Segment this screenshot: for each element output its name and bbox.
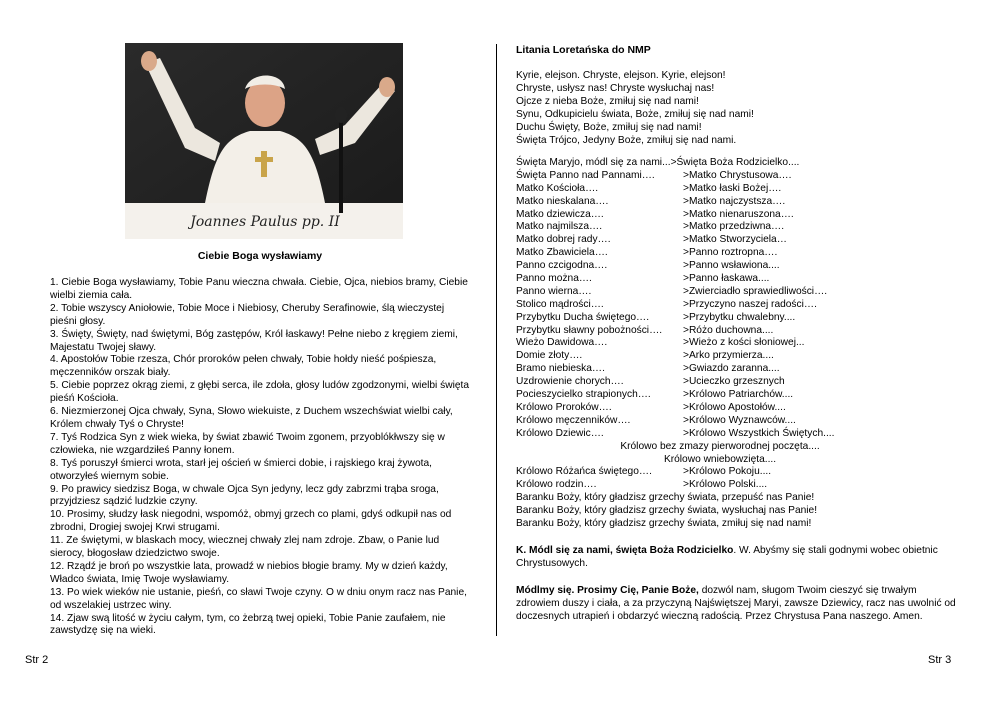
hymn-text bbox=[50, 277, 470, 638]
litany-invocation: Święta Panno nad Pannami…. bbox=[516, 169, 655, 181]
response-paragraph bbox=[516, 545, 956, 571]
litany-row bbox=[516, 376, 956, 389]
response-bold: K. Módl się za nami, święta Boża Rodzicielko bbox=[516, 545, 734, 556]
litany-row bbox=[516, 196, 956, 209]
litany-invocation: >Gwiazdo zaranna.... bbox=[683, 363, 780, 375]
litany-invocation: Królowo Proroków…. bbox=[516, 401, 612, 413]
litany-invocation: >Arko przymierza.... bbox=[683, 350, 774, 362]
litany-invocation: Matko dziewicza…. bbox=[516, 208, 604, 220]
litany-row bbox=[516, 479, 956, 492]
litany-invocation: >Królowo Patriarchów.... bbox=[683, 389, 794, 401]
litany-invocation: Stolico mądrości…. bbox=[516, 298, 604, 310]
litany-row bbox=[516, 273, 956, 286]
litany-invocation: Matko nieskalana…. bbox=[516, 195, 609, 207]
litany-invocation: >Różo duchowna.... bbox=[683, 324, 774, 336]
litany-row bbox=[516, 466, 956, 479]
litany-invocation: >Matko Chrystusowa…. bbox=[683, 169, 792, 181]
kyrie-block bbox=[516, 70, 946, 147]
kyrie-line: Ojcze z nieba Boże, zmiłuj się nad nami! bbox=[516, 95, 699, 107]
pope-photo bbox=[125, 43, 403, 239]
litany-center-line: Królowo wniebowzięta.... bbox=[663, 453, 777, 465]
hymn-verse: 5. Ciebie poprzez okrąg ziemi, z głębi serca, ile zdoła, głosy ludów zgodzonymi, wielbi święta pieśń Kościoła. bbox=[50, 380, 470, 405]
hymn-verse: 9. Po prawicy siedzisz Boga, w chwale Ojca Syn jedyny, lecz gdy zabrzmi trąba sroga, przyjdziesz sądzić ludzkie czyny. bbox=[50, 483, 439, 508]
litany-invocation: >Królowo Wszystkich Świętych.... bbox=[683, 427, 835, 439]
litany-invocation: >Matko przedziwna…. bbox=[683, 221, 785, 233]
litany-invocation: >Zwierciadło sprawiedliwości…. bbox=[683, 285, 828, 297]
litany-center-line: Królowo bez zmazy pierworodnej poczęta.... bbox=[620, 440, 820, 452]
hymn-verse: 1. Ciebie Boga wysławiamy, Tobie Panu wieczna chwała. Ciebie, Ojca, niebios bramy, Ciebie wielbi ziemia cała. bbox=[50, 277, 468, 301]
litany-invocation: >Matko łaski Bożej…. bbox=[683, 182, 782, 194]
litany-invocation: Matko Kościoła…. bbox=[516, 182, 599, 194]
signature-text: Joannes Paulus pp. II bbox=[190, 214, 340, 230]
column-divider bbox=[496, 44, 497, 636]
prayer-rest: dozwól nam, sługom Twoim cieszyć się trwałym zdrowiem duszy i ciała, a za przyczyną Najświętszej Maryi, zawsze Dziewicy, racz nas uwolnić od doczesnych utrapień i obdarzyć wieczną radością. Przez Chrystusa Pana naszego. Amen. bbox=[516, 585, 956, 622]
kyrie-line: Święta Trójco, Jedyny Boże, zmiłuj się nad nami. bbox=[516, 134, 737, 146]
pope-photo-illustration bbox=[125, 43, 403, 239]
litany-row bbox=[516, 183, 956, 196]
hymn-title: Ciebie Boga wysławiamy bbox=[197, 250, 323, 262]
litany-invocation: Wieżo Dawidowa…. bbox=[516, 337, 608, 349]
litany-invocation: Panno czcigodna…. bbox=[516, 260, 608, 272]
kyrie-line: Synu, Odkupicielu świata, Boże, zmiłuj się nad nami! bbox=[516, 108, 754, 120]
litany-invocation: Przybytku Ducha świętego…. bbox=[516, 311, 650, 323]
hymn-verse: 10. Prosimy, słudzy łask niegodni, wspomóż, obmyj grzech co plami, gdyś odkupił nas od zbrodni, Drogiej swojej Krwi strugami. bbox=[50, 509, 452, 534]
litany-row bbox=[516, 221, 956, 234]
litany-row bbox=[516, 209, 956, 222]
litany-invocation: Bramo niebieska…. bbox=[516, 363, 605, 375]
hymn-verse: 7. Tyś Rodzica Syn z wiek wieka, by świat zbawić Twoim zgonem, przyoblókłwszy się w człowieka, nie wzgardziłeś Panny łonem. bbox=[50, 431, 445, 456]
litany-block bbox=[516, 157, 956, 531]
litany-row bbox=[516, 428, 956, 441]
litany-invocation: >Przybytku chwalebny.... bbox=[683, 311, 796, 323]
litany-row bbox=[516, 350, 956, 363]
litany-invocation: >Panno łaskawa.... bbox=[683, 273, 770, 285]
litany-invocation: Panno wierna…. bbox=[516, 285, 592, 297]
litany-row bbox=[516, 286, 956, 299]
kyrie-line: Duchu Święty, Boże, zmiłuj się nad nami! bbox=[516, 121, 702, 133]
hymn-verse: 6. Niezmierzonej Ojca chwały, Syna, Słowo wiekuiste, z Duchem wszechświat wielbi cały, Królem chwały Tyś o Chryste! bbox=[50, 406, 453, 430]
litany-row bbox=[516, 260, 956, 273]
litany-invocation: Przybytku sławny pobożności…. bbox=[516, 324, 663, 336]
litany-invocation: Królowo Różańca świętego…. bbox=[516, 466, 652, 478]
kyrie-line: Kyrie, elejson. Chryste, elejson. Kyrie, elejson! bbox=[516, 70, 726, 81]
litany-invocation: >Matko najczystsza…. bbox=[683, 195, 786, 207]
litany-row bbox=[516, 363, 956, 376]
litany-line: Święta Maryjo, módl się za nami...>Święta Boża Rodzicielko.... bbox=[516, 157, 800, 168]
litany-invocation: >Królowo Wyznawców.... bbox=[683, 414, 796, 426]
prayer-bold: Módlmy się. Prosimy Cię, Panie Boże, bbox=[516, 585, 699, 596]
litany-invocation: >Królowo Polski.... bbox=[683, 479, 768, 491]
litany-line: Baranku Boży, który gładzisz grzechy świata, zmiłuj się nad nami! bbox=[516, 518, 812, 530]
litany-invocation: >Ucieczko grzesznych bbox=[683, 376, 785, 388]
litany-title: Litania Loretańska do NMP bbox=[516, 44, 651, 56]
litany-invocation: >Panno wsławiona.... bbox=[683, 260, 780, 272]
litany-line: Baranku Boży, który gładzisz grzechy świata, wysłuchaj nas Panie! bbox=[516, 505, 818, 517]
litany-invocation: Uzdrowienie chorych…. bbox=[516, 376, 624, 388]
hymn-verse: 3. Święty, Święty, nad świętymi, Bóg zastępów, Król łaskawy! Pełne niebo z kręgiem ziemi, Majestatu Twojej sławy. bbox=[50, 328, 458, 353]
litany-row bbox=[516, 299, 956, 312]
litany-line: Baranku Boży, który gładzisz grzechy świata, przepuść nas Panie! bbox=[516, 492, 815, 504]
litany-row bbox=[516, 325, 956, 338]
litany-invocation: >Wieżo z kości słoniowej... bbox=[683, 337, 805, 349]
litany-row bbox=[516, 337, 956, 350]
litany-row bbox=[516, 415, 956, 428]
kyrie-line: Chryste, usłysz nas! Chryste wysłuchaj nas! bbox=[516, 82, 715, 94]
litany-row bbox=[516, 234, 956, 247]
hymn-verse: 13. Po wiek wieków nie ustanie, pieśń, co sławi Twoje czyny. O w dniu onym racz nas Panie, od wszelakiej ustrzec winy. bbox=[50, 586, 467, 611]
hymn-verse: 4. Apostołów Tobie rzesza, Chór proroków pełen chwały, Tobie hołdy nieść pośpiesza, męczenników orszak biały. bbox=[50, 354, 437, 379]
litany-invocation: Królowo Dziewic…. bbox=[516, 427, 604, 439]
hymn-verse: 8. Tyś poruszył śmierci wrota, starł jej oścień w śmierci dobie, i rajskiego kraj żywota, otworzyłeś wiernym sobie. bbox=[50, 457, 432, 482]
page-number-left: Str 2 bbox=[25, 654, 49, 666]
litany-row bbox=[516, 247, 956, 260]
hymn-verse: 11. Ze świętymi, w blaskach mocy, wiecznej chwały zlej nam zdroje. Zbaw, o Panie lud sierocy, błogosław dziedzictwo swoje. bbox=[50, 535, 440, 560]
litany-invocation: Panno można…. bbox=[516, 273, 592, 285]
prayer-paragraph bbox=[516, 585, 956, 624]
litany-invocation: >Królowo Pokoju.... bbox=[683, 466, 772, 478]
litany-invocation: Królowo męczenników…. bbox=[516, 414, 631, 426]
litany-invocation: >Panno roztropna…. bbox=[683, 247, 778, 259]
litany-invocation: Królowo rodzin…. bbox=[516, 479, 597, 491]
litany-row bbox=[516, 170, 956, 183]
hymn-verse: 2. Tobie wszyscy Aniołowie, Tobie Moce i Niebiosy, Cheruby Serafinowie, ślą wieczystej pieśni głosy. bbox=[50, 302, 445, 327]
litany-row bbox=[516, 402, 956, 415]
litany-invocation: Pocieszycielko strapionych…. bbox=[516, 389, 651, 401]
litany-invocation: >Królowo Apostołów.... bbox=[683, 401, 786, 413]
litany-row bbox=[516, 389, 956, 402]
litany-invocation: >Matko Stworzyciela… bbox=[683, 234, 787, 246]
litany-invocation: Matko Zbawiciela…. bbox=[516, 247, 608, 259]
hymn-verse: 14. Zjaw swą litość w życiu całym, tym, co żebrzą twej opieki, Tobie Panie zaufałem, nie zawstydzę się na wieki. bbox=[50, 612, 446, 637]
litany-invocation: Matko najmilsza…. bbox=[516, 221, 603, 233]
hymn-verse: 12. Rządź je broń po wszystkie lata, prowadź w niebios błogie bramy. My w dzień każdy, Władco świata, Imię Twoje wysławiamy. bbox=[50, 560, 448, 585]
page-number-right: Str 3 bbox=[928, 654, 952, 666]
litany-invocation: >Matko nienaruszona…. bbox=[683, 208, 794, 220]
litany-row bbox=[516, 312, 956, 325]
litany-invocation: >Przyczyno naszej radości…. bbox=[683, 298, 817, 310]
response-rest: . W. Abyśmy się stali godnymi wobec obietnic Chrystusowych. bbox=[516, 545, 938, 569]
litany-invocation: Matko dobrej rady…. bbox=[516, 234, 611, 246]
litany-invocation: Domie złoty…. bbox=[516, 350, 583, 362]
